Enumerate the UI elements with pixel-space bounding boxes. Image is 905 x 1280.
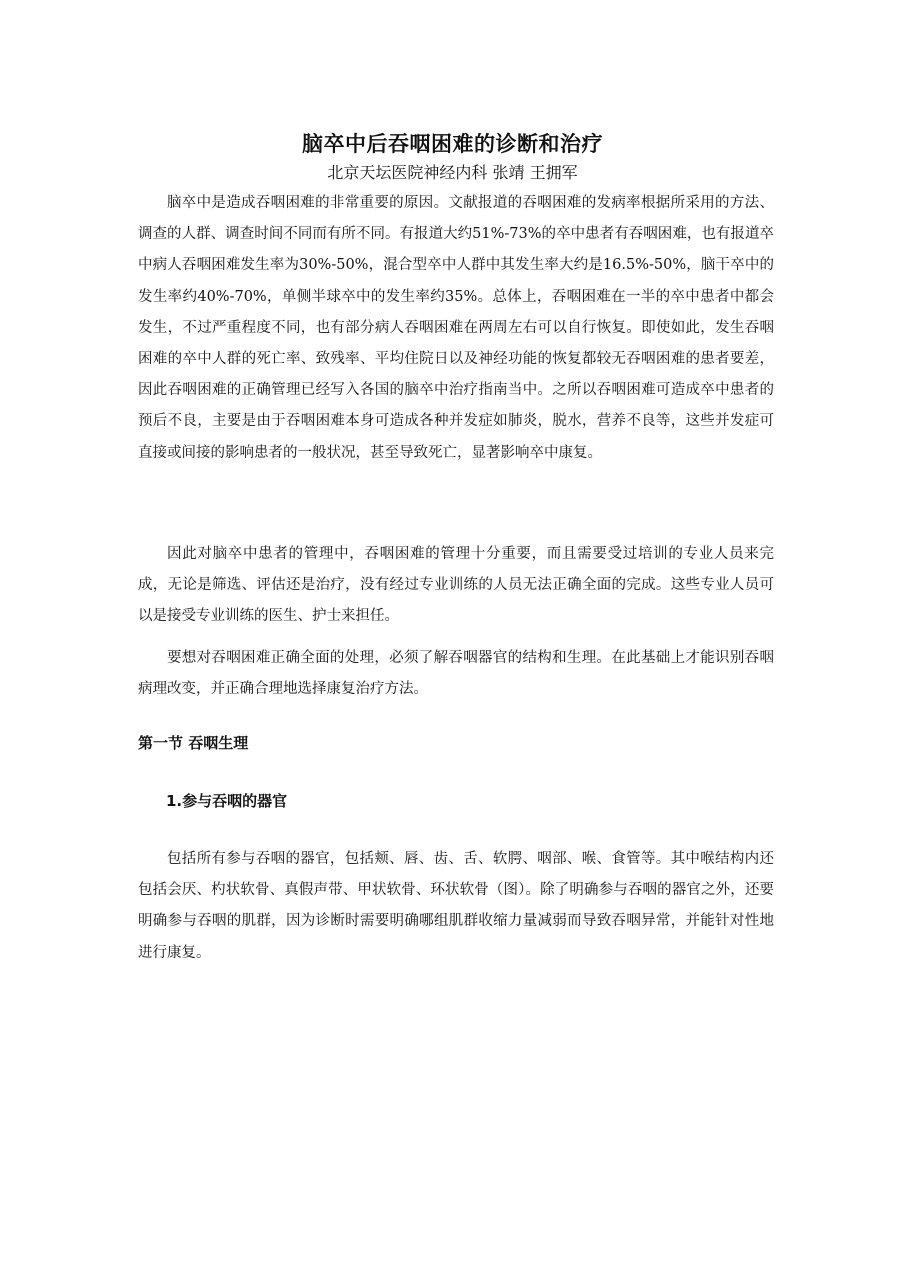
body-paragraph-block-2	[138, 539, 774, 633]
body-paragraph-block-3	[138, 643, 774, 705]
body-paragraph: 因此对脑卒中患者的管理中，吞咽困难的管理十分重要，而且需要受过培训的专业人员来完成，无论是筛选、评估还是治疗，没有经过专业训练的人员无法正确全面的完成。这些专业人员可以是接受专业训练的医生、护士来担任。	[138, 546, 774, 625]
document-title: 脑卒中后吞咽困难的诊断和治疗	[302, 131, 603, 156]
body-paragraph: 要想对吞咽困难正确全面的处理，必须了解吞咽器官的结构和生理。在此基础上才能识别吞咽病理改变，并正确合理地选择康复治疗方法。	[138, 650, 774, 698]
subsection-paragraph-block	[138, 844, 774, 969]
body-paragraph: 脑卒中是造成吞咽困难的非常重要的原因。文献报道的吞咽困难的发病率根据所采用的方法、调查的人群、调查时间不同而有所不同。有报道大约51%-73%的卒中患者有吞咽困难，也有报道卒中病人吞咽困难发生率为30%-50%，混合型卒中人群中其发生率大约是16.5%-50%，脑干卒中的发生率约40%-70%，单侧半球卒中的发生率约35%。总体上，吞咽困难在一半的卒中患者中都会发生，不过严重程度不同，也有部分病人吞咽困难在两周左右可以自行恢复。即使如此，发生吞咽困难的卒中人群的死亡率、致残率、平均住院日以及神经功能的恢复都较无吞咽困难的患者要差，因此吞咽困难的正确管理已经写入各国的脑卒中治疗指南当中。之所以吞咽困难可造成卒中患者的预后不良，主要是由于吞咽困难本身可造成各种并发症如肺炎，脱水，营养不良等，这些并发症可直接或间接的影响患者的一般状况，甚至导致死亡，显著影响卒中康复。	[138, 195, 774, 461]
body-paragraph-block-1	[138, 188, 774, 469]
subsection-heading: 1.参与吞咽的器官	[166, 792, 288, 810]
author-line: 北京天坛医院神经内科 张靖 王拥军	[327, 163, 578, 182]
subsection-paragraph: 包括所有参与吞咽的器官，包括颊、唇、齿、舌、软腭、咽部、喉、食管等。其中喉结构内还包括会厌、杓状软骨、真假声带、甲状软骨、环状软骨（图）。除了明确参与吞咽的器官之外，还要明确参与吞咽的肌群，因为诊断时需要明确哪组肌群收缩力量减弱而导致吞咽异常，并能针对性地进行康复。	[138, 851, 774, 961]
section-heading: 第一节 吞咽生理	[138, 734, 249, 752]
